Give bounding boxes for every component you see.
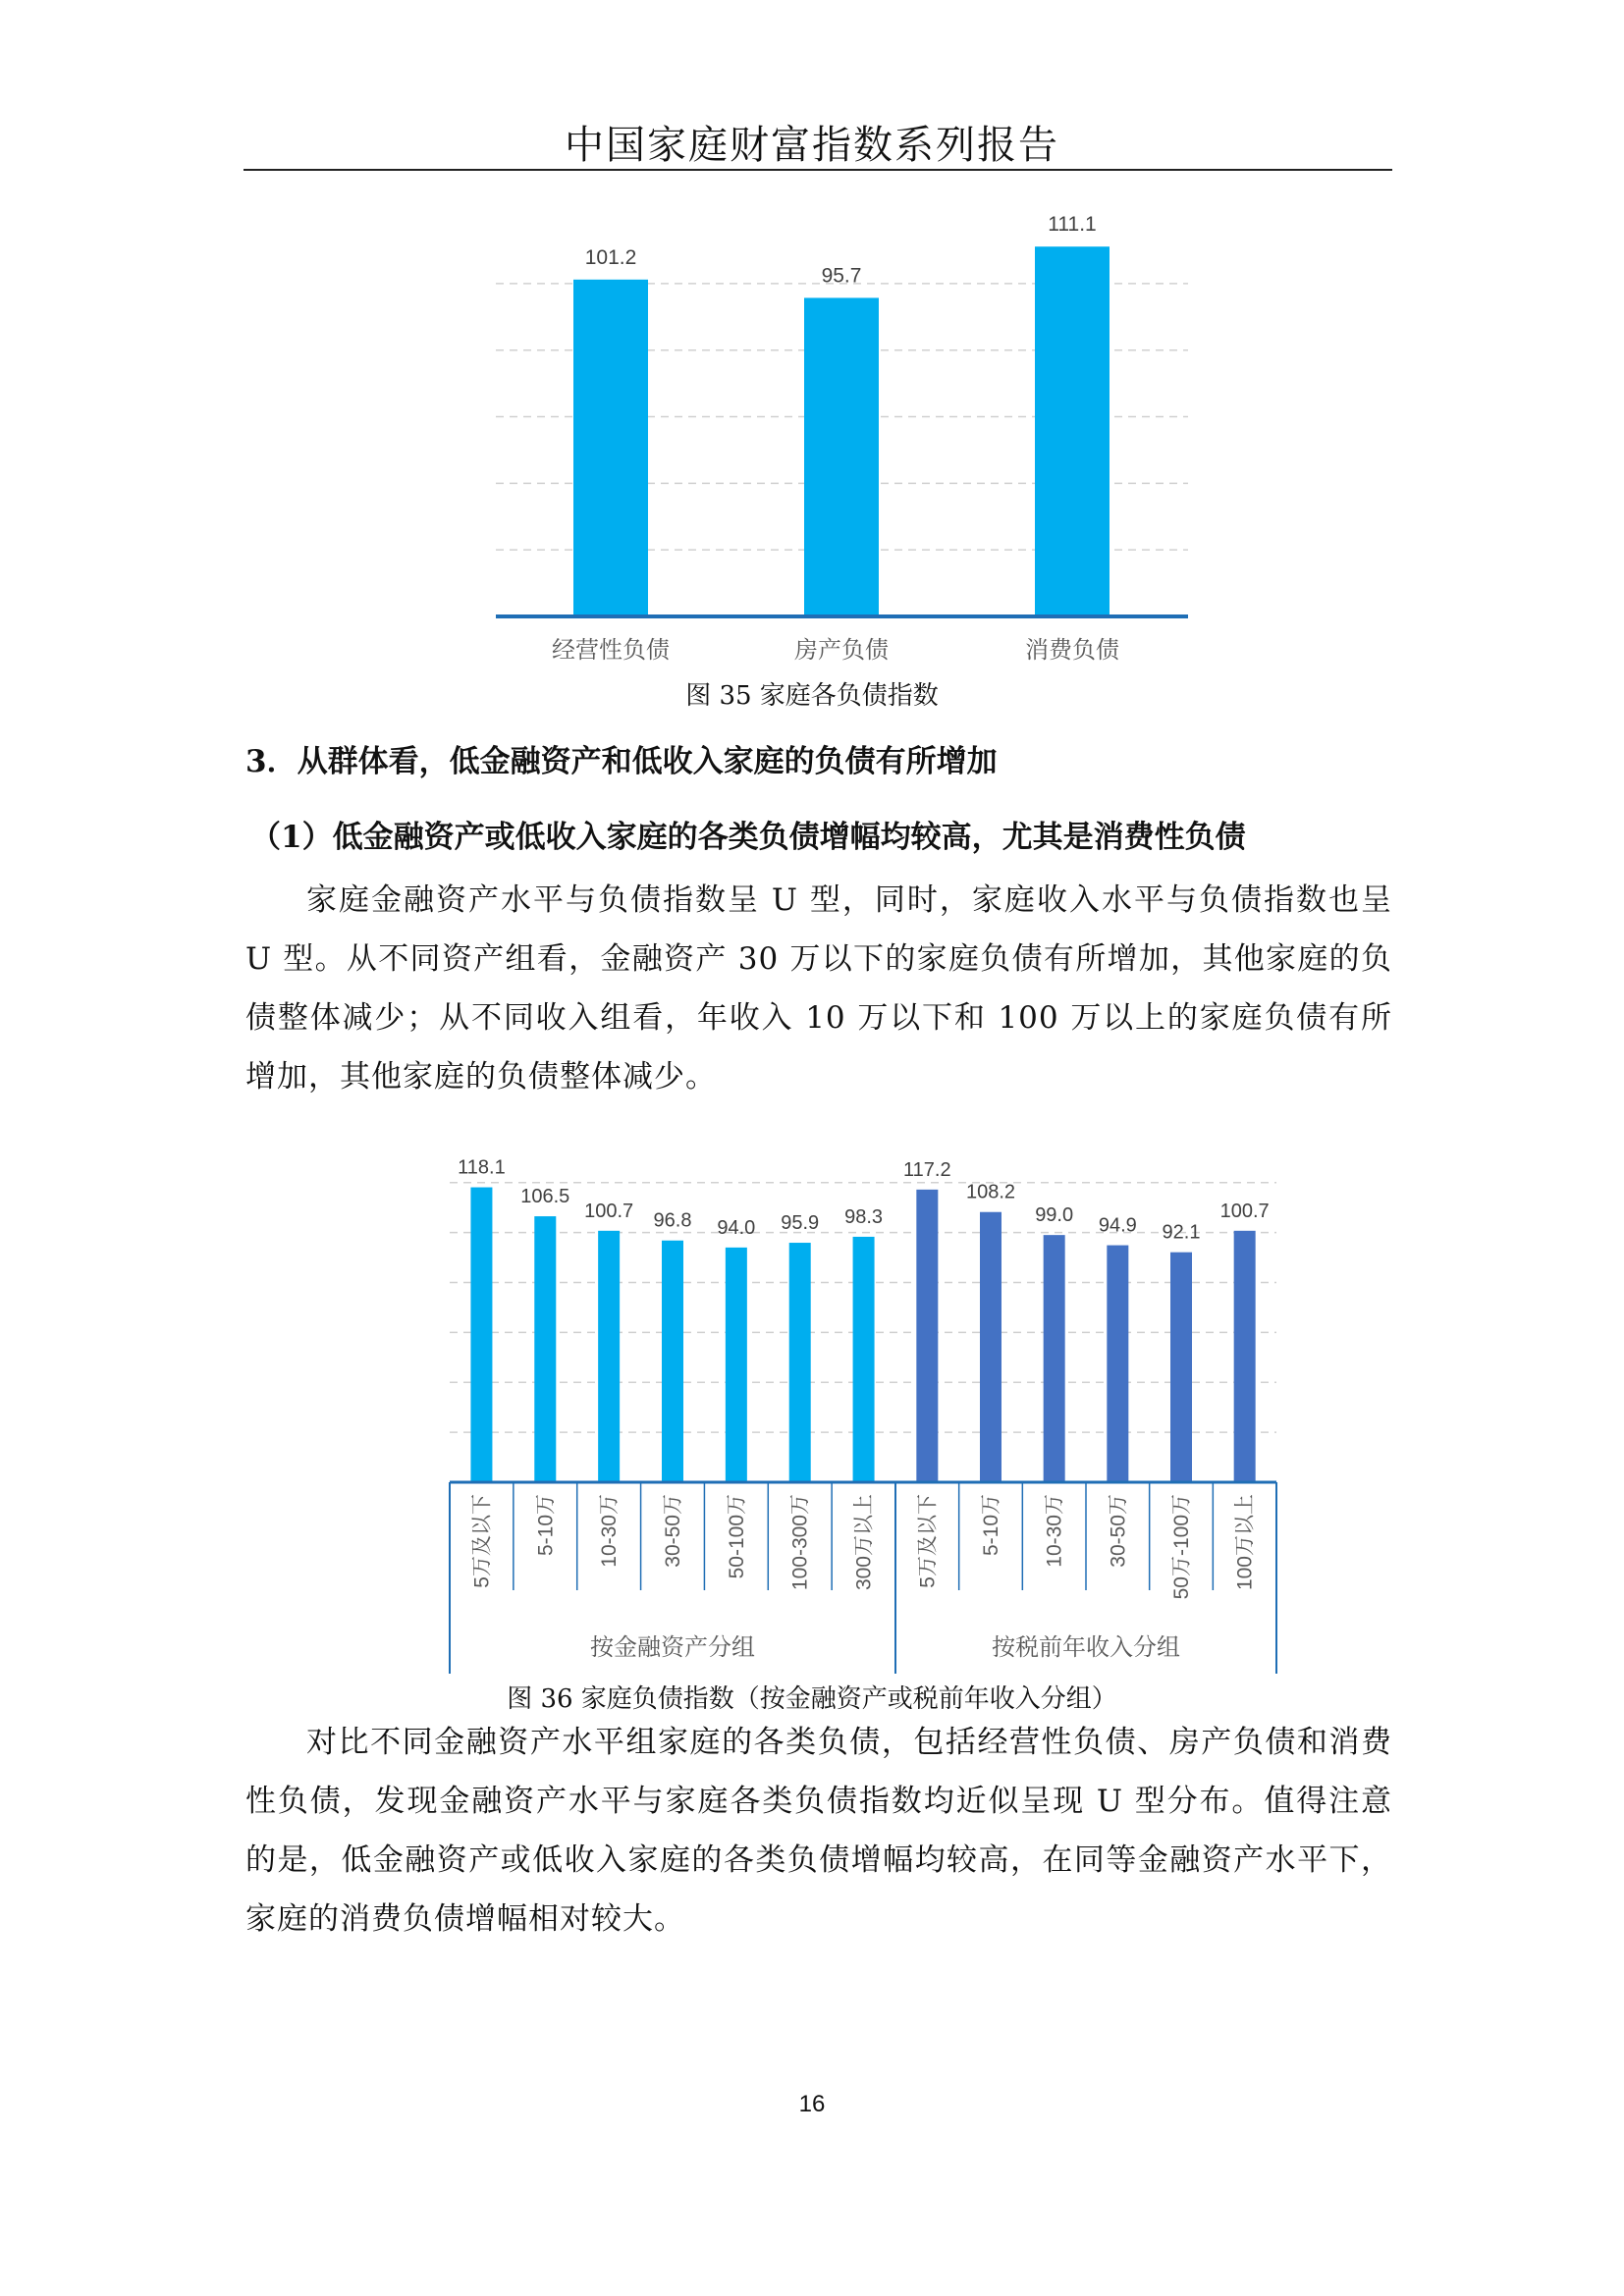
chart36-data-label: 106.5	[520, 1186, 570, 1208]
chart36-data-label: 99.0	[1035, 1204, 1074, 1227]
chart36-group-label: 按税前年收入分组	[992, 1634, 1180, 1661]
chart36-category-label: 5-10万	[534, 1494, 558, 1557]
chart36-data-label: 108.2	[965, 1181, 1016, 1203]
chart36-bar	[534, 1216, 556, 1482]
chart36-category-label: 50-100万	[725, 1494, 748, 1579]
chart36-bar	[1234, 1231, 1256, 1482]
chart35-category-label: 房产负债	[794, 637, 889, 664]
body-paragraph-2: 对比不同金融资产水平组家庭的各类负债，包括经营性负债、房产负债和消费性负债，发现金融资产水平与家庭各类负债指数均近似呈现 U 型分布。值得注意的是，低金融资产或低收入家庭的各类负债增幅均较高，在同等金融资产水平下，家庭的消费负债增幅相对较大。	[245, 1725, 1392, 1937]
chart36-bar	[916, 1190, 938, 1482]
chart36-data-label: 100.7	[1219, 1200, 1270, 1222]
chart35-data-label: 95.7	[821, 264, 862, 288]
chart36-bar	[1107, 1246, 1128, 1482]
figure-36-caption: 图 36 家庭负债指数（按金融资产或税前年收入分组）	[507, 1684, 1117, 1714]
chart36-category-label: 10-30万	[598, 1494, 622, 1568]
chart36-bar	[1170, 1253, 1192, 1482]
chart36-data-label: 92.1	[1162, 1221, 1201, 1244]
report-header-title: 中国家庭财富指数系列报告	[565, 123, 1059, 168]
chart36-category-label: 5-10万	[980, 1494, 1002, 1557]
chart35-category-label: 经营性负债	[552, 637, 670, 664]
chart35-data-label: 111.1	[1048, 213, 1097, 237]
figure-35-caption: 图 35 家庭各负债指数	[685, 681, 939, 711]
chart36-data-label: 95.9	[781, 1212, 820, 1235]
chart36-data-label: 94.9	[1098, 1214, 1137, 1237]
body-paragraph-1: 家庭金融资产水平与负债指数呈 U 型，同时，家庭收入水平与负债指数也呈 U 型。从不同资产组看，金融资产 30 万以下的家庭负债有所增加，其他家庭的负债整体减少；从不同收入组看，年收入 10 万以下和 100 万以上的家庭负债有所增加，其他家庭的负债整体减少。	[245, 882, 1392, 1095]
chart36-category-label: 30-50万	[1107, 1494, 1130, 1568]
chart36-bar	[470, 1188, 492, 1482]
section-subheading: （1）低金融资产或低收入家庭的各类负债增幅均较高，尤其是消费性负债	[250, 820, 1246, 855]
chart36-category-label: 50万-100万	[1170, 1494, 1193, 1600]
chart35-bar	[1035, 246, 1110, 616]
chart36-data-label: 96.8	[653, 1209, 692, 1232]
chart35-bar	[573, 280, 648, 616]
chart36-category-label: 10-30万	[1043, 1494, 1066, 1568]
section-heading: 3．从群体看，低金融资产和低收入家庭的负债有所增加	[245, 744, 998, 779]
chart36-category-label: 100-300万	[788, 1494, 812, 1591]
chart35-data-label: 101.2	[584, 245, 637, 269]
chart36-data-label: 94.0	[717, 1216, 756, 1239]
chart36-data-label: 98.3	[844, 1205, 884, 1228]
chart36-category-label: 300万以上	[852, 1494, 876, 1591]
chart36-bar	[853, 1237, 875, 1482]
chart36-bar	[726, 1248, 747, 1482]
chart35-category-label: 消费负债	[1025, 637, 1119, 664]
chart36-bar	[598, 1231, 620, 1482]
chart36-category-label: 5万及以下	[470, 1494, 494, 1588]
chart36-bar	[662, 1241, 683, 1482]
figure-36-chart	[0, 1129, 1624, 1679]
figure-35-chart	[0, 0, 1624, 687]
chart36-category-label: 100万以上	[1233, 1494, 1257, 1591]
chart36-data-label: 117.2	[903, 1158, 951, 1181]
chart36-data-label: 118.1	[458, 1156, 506, 1179]
chart36-bar	[1044, 1235, 1065, 1482]
chart36-category-label: 5万及以下	[916, 1494, 940, 1588]
page-number: 16	[798, 2091, 826, 2117]
chart36-group-label: 按金融资产分组	[590, 1634, 755, 1661]
chart36-category-label: 30-50万	[662, 1494, 684, 1568]
chart36-data-label: 100.7	[584, 1200, 634, 1222]
chart35-bar	[804, 297, 879, 616]
chart36-bar	[789, 1243, 811, 1482]
chart36-bar	[980, 1212, 1001, 1482]
